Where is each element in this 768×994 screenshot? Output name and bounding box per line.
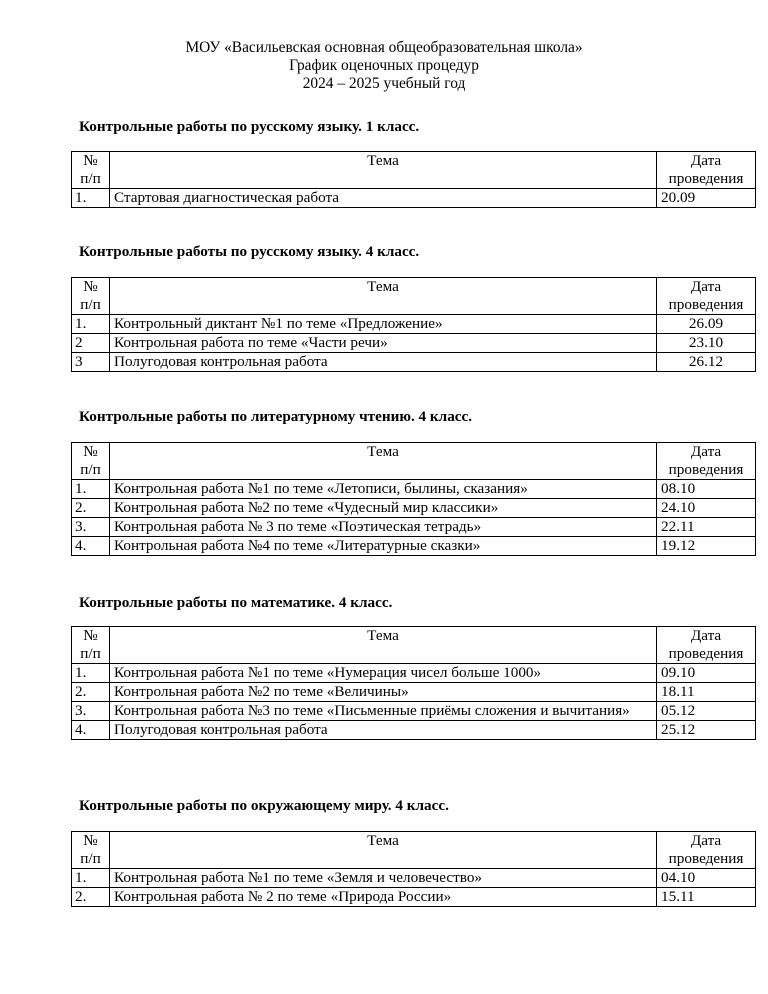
date-header: Дата проведения	[657, 832, 756, 869]
row-number: 3.	[72, 518, 110, 537]
row-date: 19.12	[657, 537, 756, 556]
date-header: Дата проведения	[657, 152, 756, 189]
row-number: 2.	[72, 499, 110, 518]
document-header	[0, 39, 768, 93]
section-title: Контрольные работы по математике. 4 класс.	[79, 594, 393, 611]
table-row	[72, 499, 756, 518]
row-topic: Полугодовая контрольная работа	[110, 353, 657, 372]
schedule-table	[71, 151, 756, 208]
row-number: 4.	[72, 721, 110, 740]
table-row	[72, 537, 756, 556]
num-header: № п/п	[72, 832, 110, 869]
table-row	[72, 888, 756, 907]
row-number: 1.	[72, 480, 110, 499]
row-date: 23.10	[657, 334, 756, 353]
date-header: Дата проведения	[657, 443, 756, 480]
row-date: 05.12	[657, 702, 756, 721]
row-date: 09.10	[657, 664, 756, 683]
schedule-table	[71, 442, 756, 556]
table-row	[72, 189, 756, 208]
num-header: № п/п	[72, 627, 110, 664]
table-row	[72, 721, 756, 740]
table-row	[72, 480, 756, 499]
table-row	[72, 664, 756, 683]
section-title: Контрольные работы по русскому языку. 4 класс.	[79, 243, 420, 260]
section-title: Контрольные работы по русскому языку. 1 класс.	[79, 118, 420, 135]
table-row	[72, 518, 756, 537]
table-header-row	[72, 443, 756, 480]
topic-header: Тема	[110, 443, 657, 480]
row-topic: Контрольная работа по теме «Части речи»	[110, 334, 657, 353]
table-header-row	[72, 278, 756, 315]
row-number: 1.	[72, 869, 110, 888]
row-date: 18.11	[657, 683, 756, 702]
row-topic: Контрольная работа №1 по теме «Земля и человечество»	[110, 869, 657, 888]
table-row	[72, 334, 756, 353]
row-topic: Полугодовая контрольная работа	[110, 721, 657, 740]
date-header: Дата проведения	[657, 627, 756, 664]
schedule-table	[71, 277, 756, 372]
row-topic: Контрольная работа №3 по теме «Письменные приёмы сложения и вычитания»	[110, 702, 657, 721]
topic-header: Тема	[110, 627, 657, 664]
table-row	[72, 315, 756, 334]
row-number: 3.	[72, 702, 110, 721]
num-header: № п/п	[72, 152, 110, 189]
num-header: № п/п	[72, 278, 110, 315]
table-row	[72, 702, 756, 721]
document-title: График оценочных процедур	[289, 57, 479, 74]
row-number: 2.	[72, 888, 110, 907]
row-topic: Контрольный диктант №1 по теме «Предложение»	[110, 315, 657, 334]
row-number: 1.	[72, 315, 110, 334]
section-title: Контрольные работы по окружающему миру. 4 класс.	[79, 797, 449, 814]
topic-header: Тема	[110, 832, 657, 869]
row-date: 26.12	[657, 353, 756, 372]
table-row	[72, 353, 756, 372]
topic-header: Тема	[110, 152, 657, 189]
row-number: 3	[72, 353, 110, 372]
table-header-row	[72, 832, 756, 869]
row-date: 26.09	[657, 315, 756, 334]
schedule-table	[71, 831, 756, 907]
school-name: МОУ «Васильевская основная общеобразовательная школа»	[185, 39, 583, 56]
row-topic: Контрольная работа №1 по теме «Летописи, былины, сказания»	[110, 480, 657, 499]
row-number: 1.	[72, 189, 110, 208]
row-topic: Контрольная работа №2 по теме «Величины»	[110, 683, 657, 702]
row-date: 25.12	[657, 721, 756, 740]
num-header: № п/п	[72, 443, 110, 480]
table-header-row	[72, 152, 756, 189]
row-topic: Стартовая диагностическая работа	[110, 189, 657, 208]
row-date: 20.09	[657, 189, 756, 208]
schedule-table	[71, 626, 756, 740]
section-title: Контрольные работы по литературному чтению. 4 класс.	[79, 408, 473, 425]
row-date: 24.10	[657, 499, 756, 518]
row-number: 2	[72, 334, 110, 353]
row-topic: Контрольная работа №4 по теме «Литературные сказки»	[110, 537, 657, 556]
row-number: 1.	[72, 664, 110, 683]
row-date: 04.10	[657, 869, 756, 888]
row-topic: Контрольная работа №1 по теме «Нумерация чисел больше 1000»	[110, 664, 657, 683]
date-header: Дата проведения	[657, 278, 756, 315]
row-topic: Контрольная работа № 3 по теме «Поэтическая тетрадь»	[110, 518, 657, 537]
row-topic: Контрольная работа №2 по теме «Чудесный мир классики»	[110, 499, 657, 518]
table-header-row	[72, 627, 756, 664]
row-number: 2.	[72, 683, 110, 702]
row-topic: Контрольная работа № 2 по теме «Природа России»	[110, 888, 657, 907]
row-number: 4.	[72, 537, 110, 556]
table-row	[72, 869, 756, 888]
row-date: 22.11	[657, 518, 756, 537]
row-date: 15.11	[657, 888, 756, 907]
table-row	[72, 683, 756, 702]
school-year: 2024 – 2025 учебный год	[302, 75, 466, 92]
row-date: 08.10	[657, 480, 756, 499]
topic-header: Тема	[110, 278, 657, 315]
